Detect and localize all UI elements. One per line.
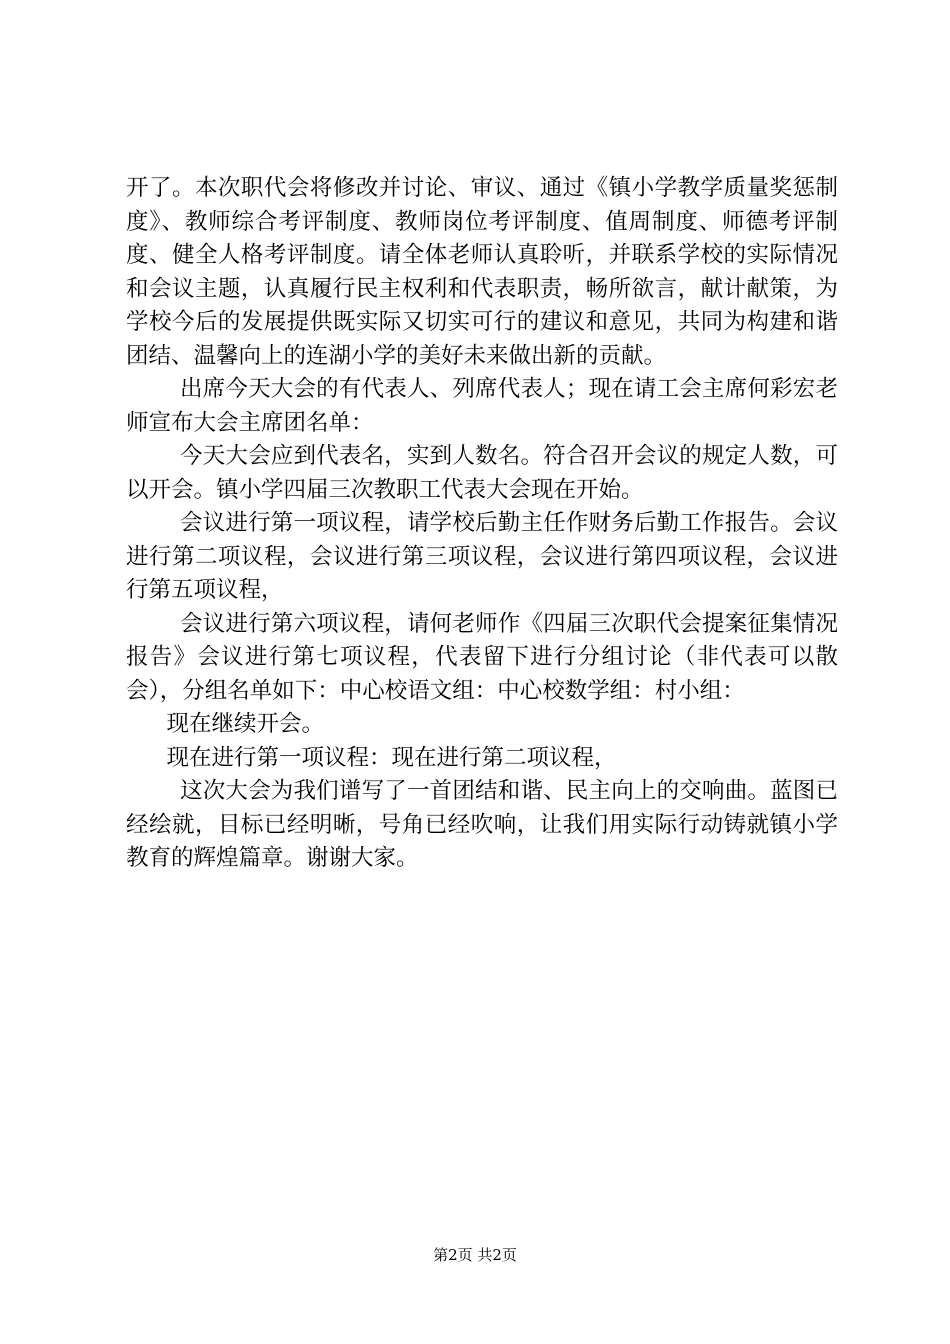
paragraph-attendance: 出席今天大会的有代表人、列席代表人；现在请工会主席何彩宏老师宣布大会主席团名单： [126, 376, 838, 436]
paragraph-closing: 这次大会为我们谱写了一首团结和谐、民主向上的交响曲。蓝图已经绘就，目标已经明晰，号角已经吹响，让我们用实际行动铸就镇小学教育的辉煌篇章。谢谢大家。 [126, 778, 838, 871]
paragraph-agenda-items-1-5: 会议进行第一项议程，请学校后勤主任作财务后勤工作报告。会议进行第二项议程，会议进行第三项议程，会议进行第四项议程，会议进行第五项议程， [126, 510, 838, 603]
paragraph-agenda-items-6-7: 会议进行第六项议程，请何老师作《四届三次职代会提案征集情况报告》会议进行第七项议程，代表留下进行分组讨论（非代表可以散会），分组名单如下：中心校语文组：中心校数学组：村小组： [126, 610, 838, 704]
paragraph-next-agenda: 现在进行第一项议程：现在进行第二项议程， [166, 744, 617, 771]
paragraph-resume-meeting: 现在继续开会。 [166, 711, 325, 737]
document-body [126, 172, 838, 876]
paragraph-quorum: 今天大会应到代表名，实到人数名。符合召开会议的规定人数，可以开会。镇小学四届三次教职工代表大会现在开始。 [126, 443, 838, 503]
page-footer: 第2页 共2页 [433, 1246, 517, 1264]
paragraph-opening-continuation: 开了。本次职代会将修改并讨论、审议、通过《镇小学教学质量奖惩制度》、教师综合考评制度、教师岗位考评制度、值周制度、师德考评制度、健全人格考评制度。请全体老师认真聆听，并联系学校的实际情况和会议主题，认真履行民主权利和代表职责，畅所欲言，献计献策，为学校今后的发展提供既实际又切实可行的建议和意见，共同为构建和谐团结、温馨向上的连湖小学的美好未来做出新的贡献。 [126, 175, 838, 369]
